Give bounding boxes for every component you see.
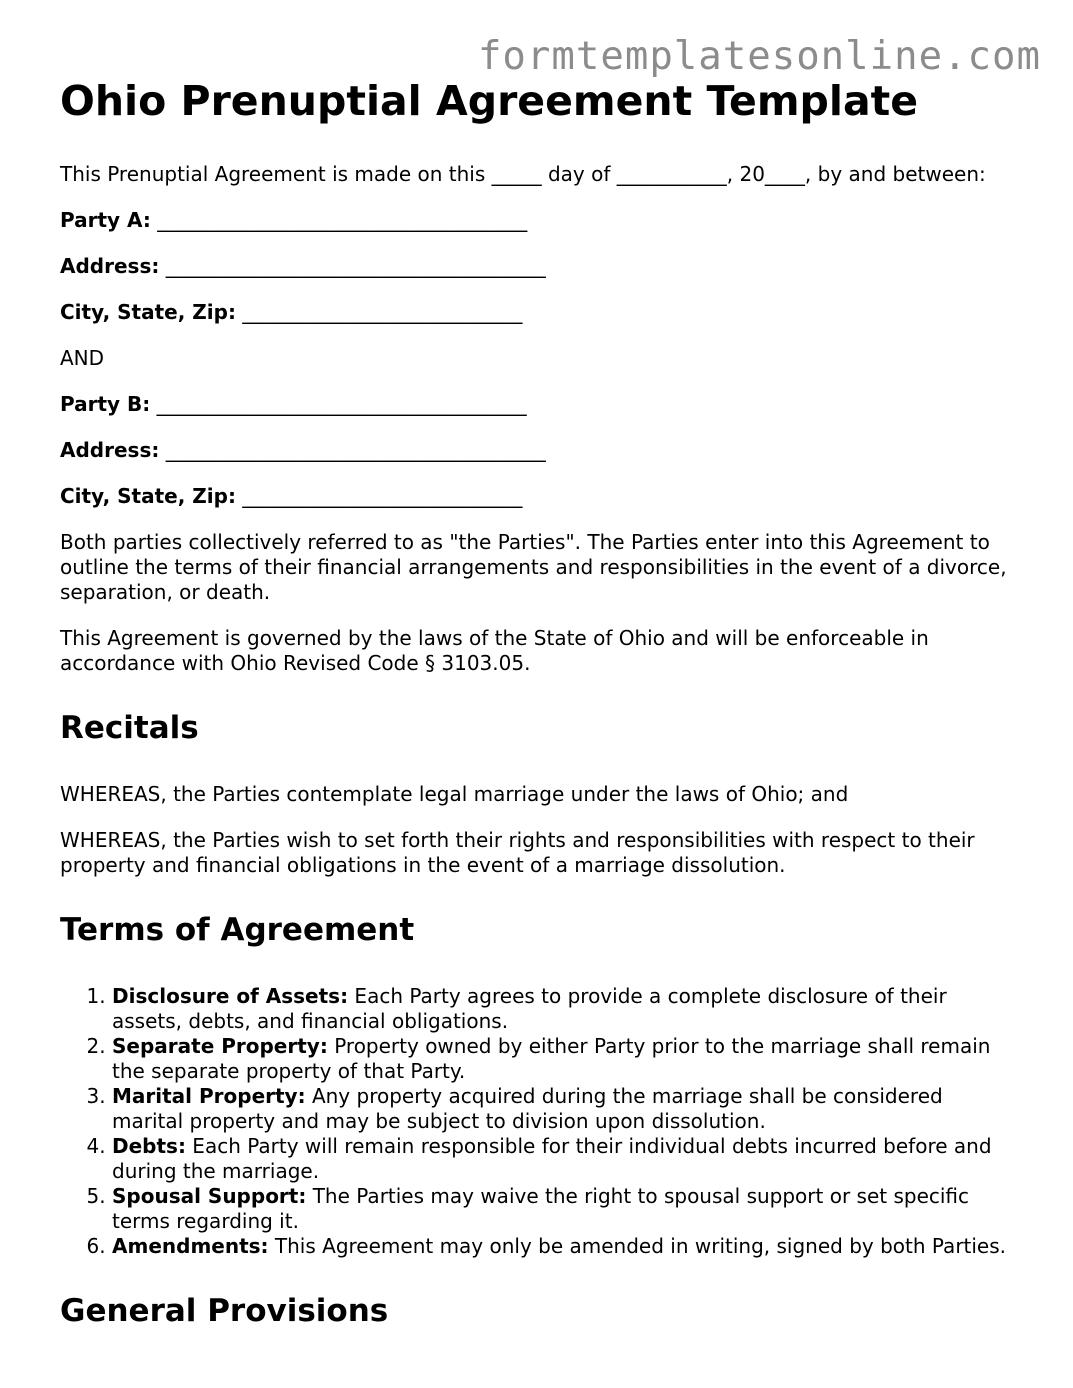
term-label: Marital Property: (112, 1084, 306, 1108)
term-text: Property owned by either Party prior to the marriage shall remain the separate property of that Party. (112, 1034, 991, 1083)
blank-line: ____________________________ (242, 484, 523, 508)
list-item (112, 1134, 1020, 1184)
field-label: Address: (60, 254, 160, 278)
whereas-2: WHEREAS, the Parties wish to set forth their rights and responsibilities with respect to their property and financial obligations in the event of a marriage dissolution. (60, 828, 975, 877)
parties-paragraph: Both parties collectively referred to as "the Parties". The Parties enter into this Agreement to outline the terms of their financial arrangements and responsibilities in the event of a divorce, separation, or death. (60, 530, 1007, 604)
field-label: City, State, Zip: (60, 484, 236, 508)
blank-line: _____________________________________ (157, 208, 528, 232)
blank-line: _____________________________________ (156, 392, 527, 416)
list-item (112, 1184, 1020, 1234)
term-text: This Agreement may only be amended in writing, signed by both Parties. (268, 1234, 1007, 1258)
page-title: Ohio Prenuptial Agreement Template (60, 77, 919, 125)
party-b-name-field (60, 392, 1020, 417)
field-label: Party B: (60, 392, 151, 416)
term-text: The Parties may waive the right to spousal support or set specific terms regarding it. (112, 1184, 970, 1233)
governing-law-paragraph: This Agreement is governed by the laws of the State of Ohio and will be enforceable in accordance with Ohio Revised Code § 3103.05. (60, 626, 929, 675)
terms-list (60, 984, 1020, 1259)
list-item (112, 1234, 1020, 1259)
list-item (112, 1084, 1020, 1134)
intro-paragraph: This Prenuptial Agreement is made on this _____ day of ___________, 20____, by and between: (60, 162, 986, 186)
blank-line: ______________________________________ (165, 438, 546, 462)
term-text: Each Party agrees to provide a complete disclosure of their assets, debts, and financial obligations. (112, 984, 947, 1033)
term-label: Disclosure of Assets: (112, 984, 349, 1008)
term-label: Debts: (112, 1134, 186, 1158)
terms-heading: Terms of Agreement (60, 912, 415, 948)
term-label: Spousal Support: (112, 1184, 307, 1208)
field-label: Party A: (60, 208, 151, 232)
and-separator: AND (60, 346, 105, 370)
blank-line: ______________________________________ (165, 254, 546, 278)
whereas-1: WHEREAS, the Parties contemplate legal marriage under the laws of Ohio; and (60, 782, 849, 806)
party-b-city-field (60, 484, 1020, 509)
list-item (112, 984, 1020, 1034)
term-text: Any property acquired during the marriage shall be considered marital property and may be subject to division upon dissolution. (112, 1084, 943, 1133)
document-body (60, 74, 1020, 1365)
term-label: Amendments: (112, 1234, 269, 1258)
party-b-address-field (60, 438, 1020, 463)
party-a-city-field (60, 300, 1020, 325)
general-provisions-heading: General Provisions (60, 1293, 389, 1329)
blank-line: ____________________________ (242, 300, 523, 324)
field-label: Address: (60, 438, 160, 462)
term-text: Each Party will remain responsible for their individual debts incurred before and during the marriage. (112, 1134, 992, 1183)
list-item (112, 1034, 1020, 1084)
party-a-address-field (60, 254, 1020, 279)
watermark: formtemplatesonline.com (477, 34, 1041, 79)
term-label: Separate Property: (112, 1034, 328, 1058)
field-label: City, State, Zip: (60, 300, 236, 324)
recitals-heading: Recitals (60, 710, 199, 746)
party-a-name-field (60, 208, 1020, 233)
